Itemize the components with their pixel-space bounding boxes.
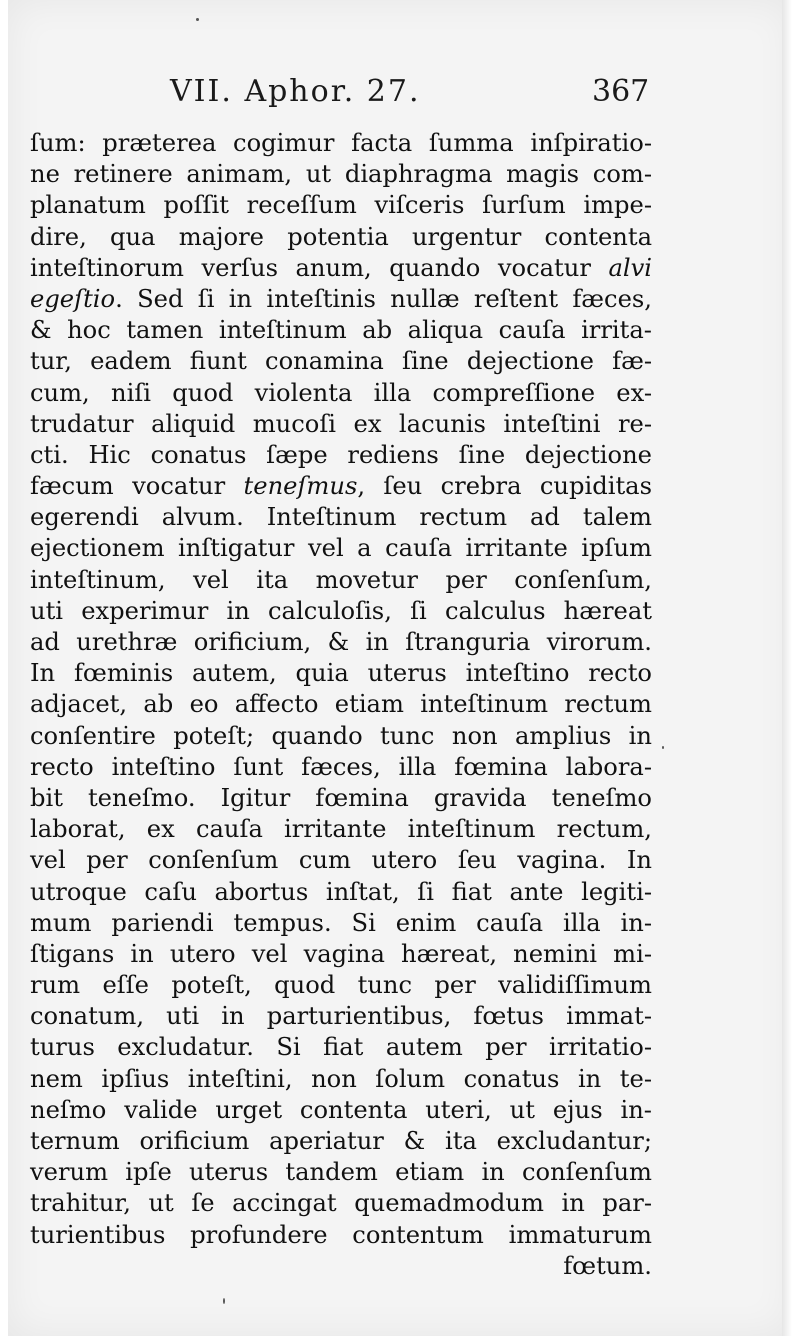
ink-speck: [662, 746, 664, 749]
text-line: conſentire poteſt; quando tunc non amplius in: [30, 721, 652, 750]
text-line: turientibus profundere contentum immaturum: [30, 1220, 652, 1249]
text-line: laborat, ex cauſa irritante inteſtinum rectum,: [30, 815, 652, 844]
text-line: ſum: præterea cogimur facta ſumma inſpiratio-: [30, 129, 652, 157]
text-line: cti. Hic conatus ſæpe rediens ſine dejectione: [30, 440, 652, 469]
text-line: ejectionem inſtigatur vel a cauſa irritante ipſum: [30, 534, 652, 563]
text-line: ad urethræ orificium, & in ſtranguria virorum.: [30, 628, 652, 656]
text-line: tur, eadem fiunt conamina ſine dejectione fæ-: [30, 347, 652, 376]
text-line: vel per conſenſum cum utero ſeu vagina. In: [30, 846, 652, 875]
text-line: ſtigans in utero vel vagina hæreat, nemini mi-: [30, 939, 652, 968]
text-line: egeſtio. Sed ſi in inteſtinis nullæ reſtent fæces,: [30, 284, 652, 313]
text-line: In fœminis autem, quia uterus inteſtino recto: [30, 659, 652, 688]
text-line: inteſtinorum verſus anum, quando vocatur alvi: [30, 253, 652, 282]
text-line: egerendi alvum. Inteſtinum rectum ad talem: [30, 503, 652, 532]
text-line: bit teneſmo. Igitur fœmina gravida teneſmo: [30, 783, 652, 812]
text-line: mum pariendi tempus. Si enim cauſa illa in-: [30, 908, 652, 937]
text-line: ne retinere animam, ut diaphragma magis com-: [30, 160, 652, 189]
running-head: VII. Aphor. 27.: [170, 74, 421, 109]
text-line: ternum orificium aperiatur & ita excludantur;: [30, 1127, 652, 1155]
text-line: nem ipſius inteſtini, non ſolum conatus in te-: [30, 1064, 652, 1093]
text-line: recto inteſtino ſunt fæces, illa fœmina labora-: [30, 752, 652, 781]
text-line: cum, niſi quod violenta illa compreſſione ex-: [30, 378, 652, 407]
body-text: [30, 128, 652, 1282]
text-line: neſmo valide urget contenta uteri, ut ejus in-: [30, 1095, 652, 1124]
text-line: planatum poſſit receſſum viſceris ſurſum impe-: [30, 191, 652, 220]
text-line: utroque caſu abortus inſtat, ſi fiat ante legiti-: [30, 877, 652, 906]
text-line: dire, qua majore potentia urgentur contenta: [30, 222, 652, 251]
text-line: verum ipſe uterus tandem etiam in conſenſum: [30, 1158, 652, 1187]
text-line: adjacet, ab eo affecto etiam inteſtinum rectum: [30, 690, 652, 719]
text-line: inteſtinum, vel ita movetur per conſenſum,: [30, 565, 652, 594]
text-line: trudatur aliquid mucoſi ex lacunis inteſtini re-: [30, 409, 652, 438]
page-edge: [782, 0, 792, 1336]
text-line: uti experimur in calculoſis, ſi calculus hæreat: [30, 596, 652, 625]
text-line: turus excludatur. Si fiat autem per irritatio-: [30, 1033, 652, 1062]
text-line: fæcum vocatur teneſmus, ſeu crebra cupiditas: [30, 472, 652, 501]
text-line: conatum, uti in parturientibus, fœtus immat-: [30, 1002, 652, 1031]
page-number: 367: [592, 74, 650, 109]
text-line: rum eſſe poteſt, quod tunc per validiſſimum: [30, 971, 652, 1000]
text-line-last: fœtum.: [563, 1251, 652, 1280]
page-header: [0, 74, 800, 114]
ink-speck: [196, 18, 199, 21]
text-line: trahitur, ut ſe accingat quemadmodum in par-: [30, 1189, 652, 1218]
text-line: & hoc tamen inteſtinum ab aliqua cauſa irrita-: [30, 316, 652, 345]
ink-speck: [223, 1298, 225, 1304]
